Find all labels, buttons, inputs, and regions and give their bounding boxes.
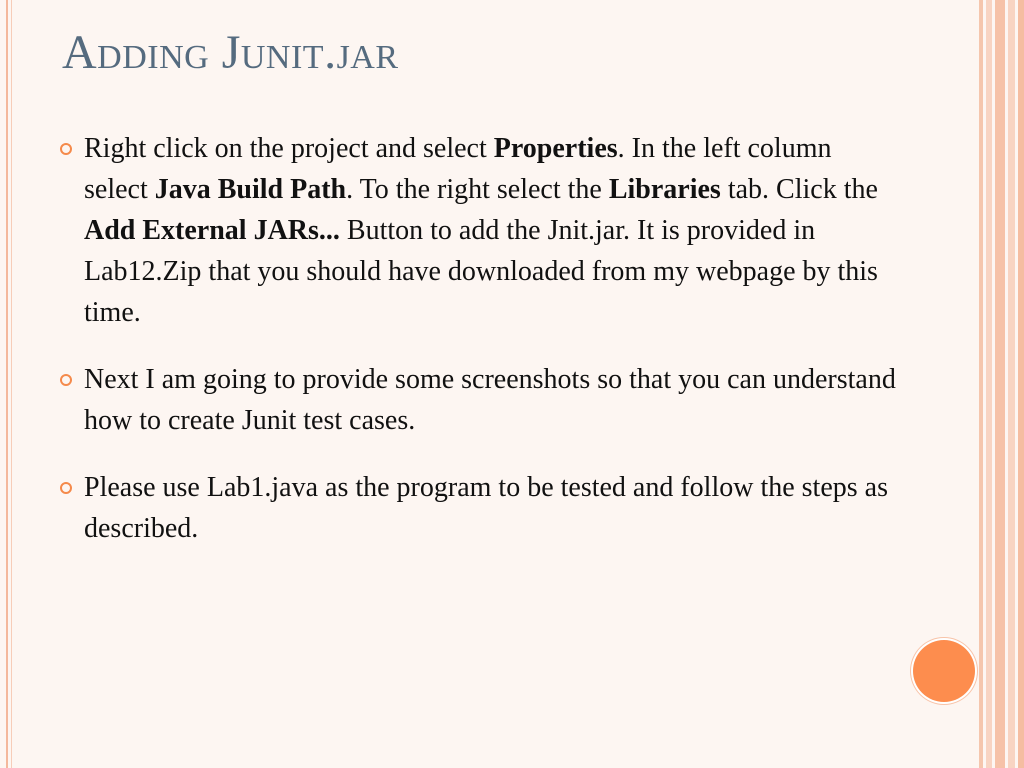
bullet-text-span: tab. Click the: [720, 174, 878, 205]
bullet-text: [84, 128, 900, 333]
bullet-item: [60, 359, 900, 441]
bullet-text-span: . To the right select the: [346, 174, 609, 205]
right-stripe: [986, 0, 992, 768]
bullet-text-bold: Java Build Path: [154, 174, 347, 205]
bullet-text-bold: Add External JARs...: [84, 215, 340, 246]
bullet-text-span: Button to add the Jnit.jar. It is provided in Lab12.Zip that you should have downloaded from my webpage by this time.: [84, 215, 878, 328]
right-stripe: [979, 0, 983, 768]
bullet-item: [60, 128, 900, 333]
left-border-line: [11, 0, 12, 768]
bullet-text-span: Please use Lab1.java as the program to be tested and follow the steps as described.: [84, 472, 888, 544]
slide-title: Adding Junit.jar: [62, 26, 399, 79]
bullet-text-span: . In the left column select: [84, 133, 832, 205]
bullet-text-span: Next I am going to provide some screenshots so that you can understand how to create Junit test cases.: [84, 364, 896, 436]
right-stripe: [1008, 0, 1015, 768]
left-border-line: [6, 0, 8, 768]
bullet-circle-icon: [60, 482, 72, 494]
bullet-text-bold: Libraries: [608, 174, 721, 205]
right-stripe: [995, 0, 1005, 768]
bullet-circle-icon: [60, 374, 72, 386]
bullet-item: [60, 467, 900, 549]
bullet-text-span: Right click on the project and select: [84, 133, 494, 164]
bullet-text: [84, 467, 900, 549]
bullet-list: [60, 128, 900, 575]
right-stripe: [1018, 0, 1024, 768]
orange-circle-icon: [913, 640, 975, 702]
bullet-text: [84, 359, 900, 441]
bullet-text-bold: Properties: [493, 133, 618, 164]
bullet-circle-icon: [60, 143, 72, 155]
